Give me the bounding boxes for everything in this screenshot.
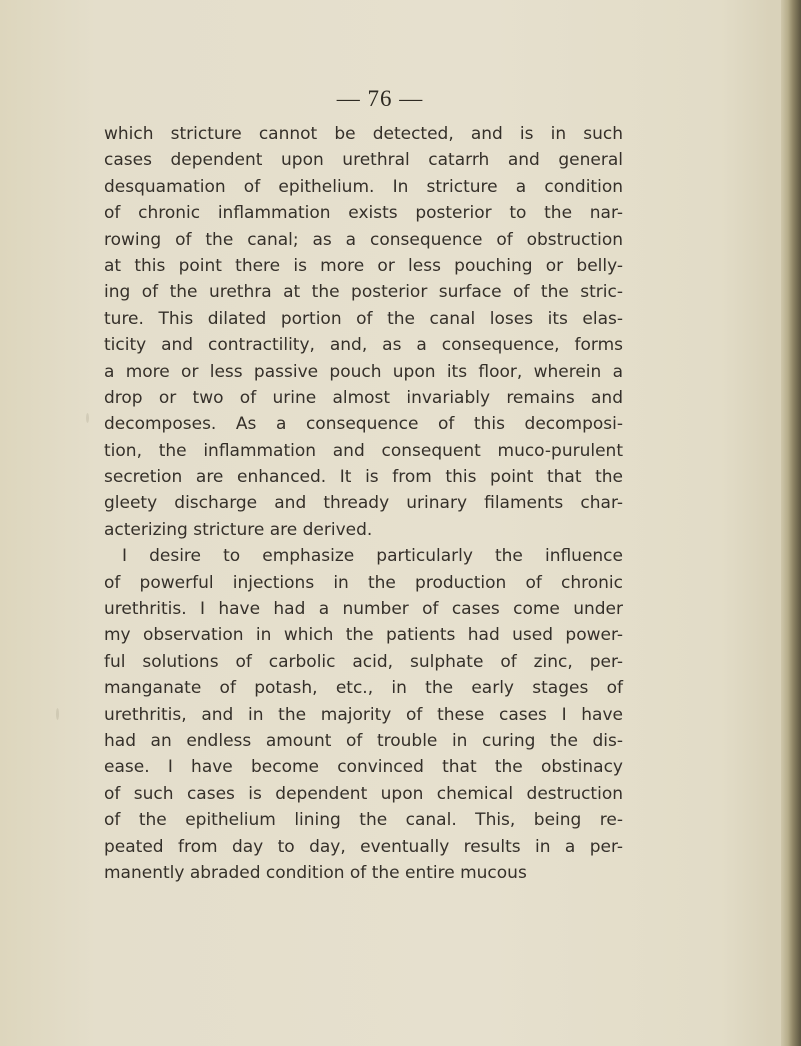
text-line: which stricture cannot be detected, and is in such <box>104 124 623 144</box>
paper-spot <box>86 413 89 423</box>
text-line: urethritis, and in the majority of these cases I have <box>104 704 623 725</box>
text-line: my observation in which the patients had used power- <box>104 625 623 646</box>
text-line: tion, the inflammation and consequent muco-purulent <box>104 440 623 461</box>
text-line: cases dependent upon urethral catarrh and general <box>104 150 623 171</box>
text-line: had an endless amount of trouble in curing the dis- <box>104 730 623 751</box>
text-line: acterizing stricture are derived. <box>104 519 373 540</box>
text-line: manently abraded condition of the entire mucous <box>104 862 527 883</box>
text-line: ing of the urethra at the posterior surface of the stric- <box>104 282 623 303</box>
text-line: gleety discharge and thready urinary filaments char- <box>104 493 623 514</box>
text-line: peated from day to day, eventually results in a per- <box>104 836 623 857</box>
text-line: ful solutions of carbolic acid, sulphate of zinc, per- <box>104 651 623 672</box>
text-line: desquamation of epithelium. In stricture a condition <box>104 176 623 197</box>
text-line: ture. This dilated portion of the canal loses its elas- <box>104 308 623 329</box>
text-line: of powerful injections in the production of chronic <box>104 572 623 593</box>
text-line: I desire to emphasize particularly the influence <box>122 546 623 567</box>
text-line: secretion are enhanced. It is from this point that the <box>104 467 623 488</box>
text-line: of the epithelium lining the canal. This, being re- <box>104 810 623 831</box>
text-line: a more or less passive pouch upon its floor, wherein a <box>104 361 623 382</box>
text-line: manganate of potash, etc., in the early stages of <box>104 678 623 699</box>
text-line: ticity and contractility, and, as a consequence, forms <box>104 335 623 356</box>
text-line: ease. I have become convinced that the obstinacy <box>104 757 623 778</box>
text-line: decomposes. As a consequence of this decomposi- <box>104 414 623 435</box>
text-line: at this point there is more or less pouching or belly- <box>104 255 623 276</box>
paragraph <box>104 121 623 543</box>
text-line: of chronic inflammation exists posterior to the nar- <box>104 203 623 224</box>
paper-spot <box>56 708 59 720</box>
page-edge <box>781 0 801 1046</box>
paragraph <box>104 543 623 886</box>
body-text <box>104 121 623 886</box>
text-line: drop or two of urine almost invariably remains and <box>104 387 623 408</box>
page-number: — 76 — <box>336 86 424 111</box>
text-line: rowing of the canal; as a consequence of obstruction <box>104 229 623 250</box>
text-line: of such cases is dependent upon chemical destruction <box>104 783 623 804</box>
text-line: urethritis. I have had a number of cases come under <box>104 599 623 620</box>
